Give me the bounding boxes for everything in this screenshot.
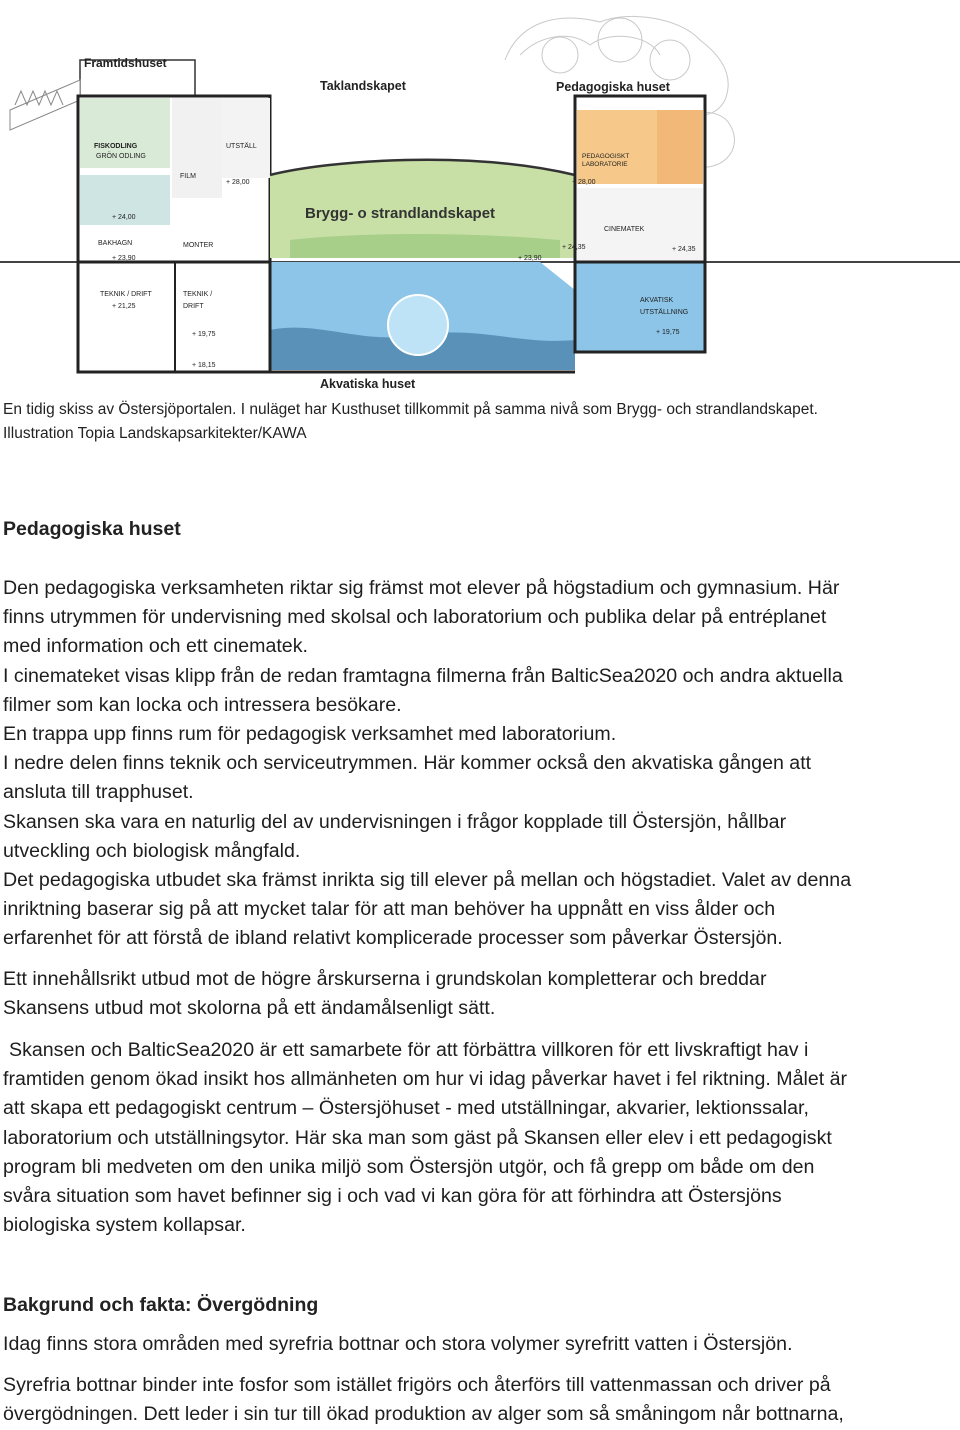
- laboratorie-room: [577, 110, 657, 184]
- label-utstallning: UTSTÄLLNING: [640, 309, 689, 316]
- text-line: inriktning baserar sig på att mycket talar för att man behöver ha uppnått en viss ålder och: [3, 898, 776, 921]
- label-brygg-strand: Brygg- o strandlandskapet: [305, 205, 496, 222]
- label-film: FILM: [180, 173, 196, 180]
- paragraph-bakgrund-2: [3, 1371, 960, 1429]
- text-line: laboratorium och utställningsytor. Här ska man som gäst på Skansen eller elev i ett pedagogiskt: [3, 1126, 832, 1149]
- section-drawing: [0, 0, 960, 400]
- section-drawing-svg: [0, 0, 960, 400]
- level-2400: + 24,00: [112, 214, 136, 221]
- level-2800-a: + 28,00: [226, 179, 250, 186]
- label-utstall: UTSTÄLL: [226, 143, 257, 150]
- label-pedagogiska-huset: Pedagogiska huset: [556, 80, 670, 94]
- text-line: filmer som kan locka och intressera besökare.: [3, 693, 402, 716]
- caption-line-2: Illustration Topia Landskapsarkitekter/KAWA: [3, 425, 307, 442]
- figure-caption: [3, 398, 958, 446]
- level-2435-b: + 24,35: [672, 246, 696, 253]
- film-room: [172, 98, 222, 198]
- text-line: med information och ett cinematek.: [3, 635, 308, 658]
- label-akvatisk: AKVATISK: [640, 297, 674, 304]
- level-1975-b: + 19,75: [656, 329, 680, 336]
- label-pedagogiskt: PEDAGOGISKT: [582, 153, 630, 160]
- label-gron-odling: GRÖN ODLING: [96, 153, 146, 160]
- label-cinematek: CINEMATEK: [604, 226, 645, 233]
- utstall-room: [222, 98, 270, 178]
- level-2125: + 21,25: [112, 303, 136, 310]
- heading-pedagogiska-huset: Pedagogiska huset: [3, 518, 181, 540]
- heading-bakgrund: Bakgrund och fakta: Övergödning: [3, 1294, 319, 1316]
- akvatisk-utstallning-room: [575, 262, 705, 352]
- paragraph-pedagogiska-1: [3, 574, 960, 954]
- text-line: Idag finns stora områden med syrefria bottnar och stora volymer syrefritt vatten i Östersjön.: [3, 1333, 793, 1355]
- level-1815: + 18,15: [192, 362, 216, 369]
- text-line: En trappa upp finns rum för pedagogisk verksamhet med laboratorium.: [3, 723, 617, 746]
- text-line: Ett innehållsrikt utbud mot de högre årskurserna i grundskolan kompletterar och breddar: [3, 968, 767, 990]
- label-bakhagn: BAKHAGN: [98, 240, 133, 247]
- text-line: Syrefria bottnar binder inte fosfor som istället frigörs och återförs till vattenmassan och driver på: [3, 1374, 831, 1396]
- text-line: erfarenhet för att förstå de ibland relativt komplicerade processer som påverkar Östersjön.: [3, 927, 783, 950]
- caption-line-1: En tidig skiss av Östersjöportalen. I nuläget har Kusthuset tillkommit på samma nivå som Brygg- och strandlandskapet.: [3, 401, 818, 418]
- text-line: utveckling och biologisk mångfald.: [3, 839, 301, 862]
- level-1975-a: + 19,75: [192, 331, 216, 338]
- text-line: svåra situation som havet befinner sig i och vad vi kan göra för att förhindra att Östersjöns: [3, 1185, 782, 1208]
- label-akvatiska-huset: Akvatiska huset: [320, 377, 416, 391]
- text-line: övergödningen. Dett leder i sin tur till ökad produktion av alger som så småningom når bottnarna,: [3, 1403, 844, 1426]
- text-line: Det pedagogiska utbudet ska främst inrikta sig till elever på mellan och högstadiet. Valet av denna: [3, 869, 852, 892]
- text-line: I nedre delen finns teknik och serviceutrymmen. Här kommer också den akvatiska gången att: [3, 752, 812, 775]
- level-2390-a: + 23,90: [112, 255, 136, 262]
- text-line: Skansens utbud mot skolorna på ett ändamålsenligt sätt.: [3, 997, 496, 1020]
- level-2435-a: + 24,35: [562, 244, 586, 251]
- label-framtidshuset: Framtidshuset: [84, 56, 167, 70]
- stair-room: [657, 110, 703, 184]
- level-2800-b: + 28,00: [572, 179, 596, 186]
- label-fiskodling: FISKODLING: [94, 143, 138, 150]
- text-line: att skapa ett pedagogiskt centrum – Östersjöhuset - med utställningar, akvarier, lektionssalar,: [3, 1097, 809, 1120]
- label-teknik-drift: TEKNIK / DRIFT: [100, 291, 152, 298]
- label-laboratorie: LABORATORIE: [582, 161, 628, 168]
- label-taklandskapet: Taklandskapet: [320, 79, 406, 93]
- text-line: biologiska system kollapsar.: [3, 1214, 246, 1237]
- text-line: Den pedagogiska verksamheten riktar sig främst mot elever på högstadium och gymnasium. Här: [3, 577, 840, 599]
- aquatic-tunnel: [388, 295, 448, 355]
- text-line: program bli medveten om den unika miljö som Östersjön utgör, och få grepp om både om den: [3, 1155, 815, 1178]
- paragraph-pedagogiska-3: [3, 1036, 960, 1240]
- paragraph-pedagogiska-2: [3, 965, 960, 1023]
- text-line: finns utrymmen för undervisning med skolsal och laboratorium och publika delar på entréplanet: [3, 606, 827, 629]
- label-drift: DRIFT: [183, 303, 204, 310]
- text-line: Skansen ska vara en naturlig del av undervisningen i frågor kopplade till Östersjön, hållbar: [3, 810, 787, 833]
- label-teknik: TEKNIK /: [183, 291, 213, 298]
- text-line: framtiden genom ökad insikt hos allmänheten om hur vi idag påverkar havet i fel riktning. Målet är: [3, 1068, 848, 1091]
- text-line: Skansen och BalticSea2020 är ett samarbete för att förbättra villkoren för ett livskraftigt hav i: [9, 1039, 809, 1061]
- text-line: ansluta till trapphuset.: [3, 781, 194, 804]
- paragraph-bakgrund-1: [3, 1330, 960, 1359]
- text-line: I cinemateket visas klipp från de redan framtagna filmerna från BalticSea2020 och andra aktuella: [3, 664, 843, 687]
- level-2390-b: + 23,90: [518, 255, 542, 262]
- label-monter: MONTER: [183, 242, 214, 249]
